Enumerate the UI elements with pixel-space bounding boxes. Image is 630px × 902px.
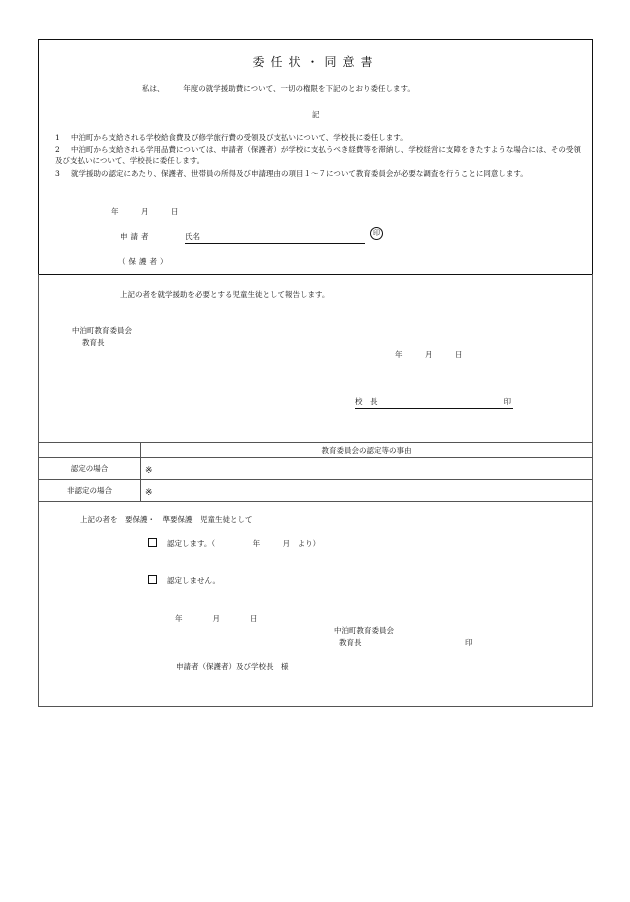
approve-label: 認定します。（ 年 月 より）	[167, 539, 321, 548]
board-name-signature: 中泊町教育委員会	[334, 626, 394, 635]
report-section	[38, 274, 593, 707]
addressee-line: 申請者（保護者）及び学校長 様	[176, 662, 289, 671]
approve-option[interactable]	[148, 538, 320, 549]
item-text: 中泊町から支給される学校給食費及び修学旅行費の受領及び支払いについて、学校長に委任します。	[71, 133, 408, 142]
delegation-item-3	[55, 168, 583, 179]
principal-seal: 印	[503, 397, 511, 406]
board-name: 中泊町教育委員会	[72, 326, 132, 335]
reject-label: 認定しません。	[167, 576, 220, 585]
approved-reason-cell[interactable]	[141, 458, 593, 480]
rejected-reason-cell[interactable]	[141, 480, 593, 502]
note-mark: ※	[145, 488, 153, 498]
item-number: 3	[55, 169, 60, 178]
item-text: 就学援助の認定にあたり、保護者、世帯員の所得及び申請理由の項目１～７について教育委員会が必要な調査を行うことに同意します。	[71, 169, 528, 178]
consent-form-box	[38, 39, 593, 275]
table-header-row	[39, 443, 592, 458]
principal-label: 校 長	[355, 397, 378, 406]
reject-checkbox[interactable]	[148, 575, 157, 584]
seal-icon: 印	[370, 227, 383, 240]
decision-statement: 上記の者を 要保護・ 準要保護 児童生徒として	[80, 515, 253, 524]
superintendent-signature: 教育長	[339, 638, 362, 647]
table-row-approved	[39, 458, 592, 480]
report-statement: 上記の者を就学援助を必要とする児童生徒として報告します。	[120, 290, 330, 299]
consent-date-line: 年 月 日	[111, 207, 179, 216]
approved-label: 認定の場合	[39, 458, 141, 480]
document-title: 委任状・同意書	[252, 55, 379, 69]
delegation-intro: 私は、 年度の就学援助費について、一切の権限を下記のとおり委任します。	[142, 84, 415, 93]
delegation-item-1	[55, 132, 583, 143]
guardian-label: （保護者）	[118, 257, 171, 266]
table-header-blank	[39, 443, 141, 458]
superintendent-seal: 印	[465, 638, 473, 647]
reason-table	[39, 442, 592, 502]
principal-signature-line[interactable]	[355, 396, 513, 409]
decision-date-line: 年 月 日	[175, 614, 258, 623]
superintendent-label: 教育長	[82, 338, 105, 347]
item-number: 1	[55, 133, 60, 142]
applicant-label: 申請者	[120, 232, 152, 241]
item-text: 中泊町から支給される学用品費については、申請者（保護者）が学校に支払うべき経費等を滞納し、学校経営に支障をきたすような場合には、その受領及び支払いについて、学校長に委任します。	[55, 145, 581, 165]
reject-option[interactable]	[148, 575, 220, 586]
name-label: 氏名	[185, 232, 200, 241]
ki-heading: 記	[312, 110, 320, 119]
table-row-rejected	[39, 480, 592, 502]
table-header-cell: 教育委員会の認定等の事由	[141, 443, 593, 458]
report-date-line: 年 月 日	[395, 350, 463, 359]
approve-checkbox[interactable]	[148, 538, 157, 547]
applicant-name-field[interactable]	[185, 231, 365, 244]
note-mark: ※	[145, 466, 153, 476]
delegation-item-2	[55, 144, 583, 166]
rejected-label: 非認定の場合	[39, 480, 141, 502]
item-number: 2	[55, 145, 60, 154]
